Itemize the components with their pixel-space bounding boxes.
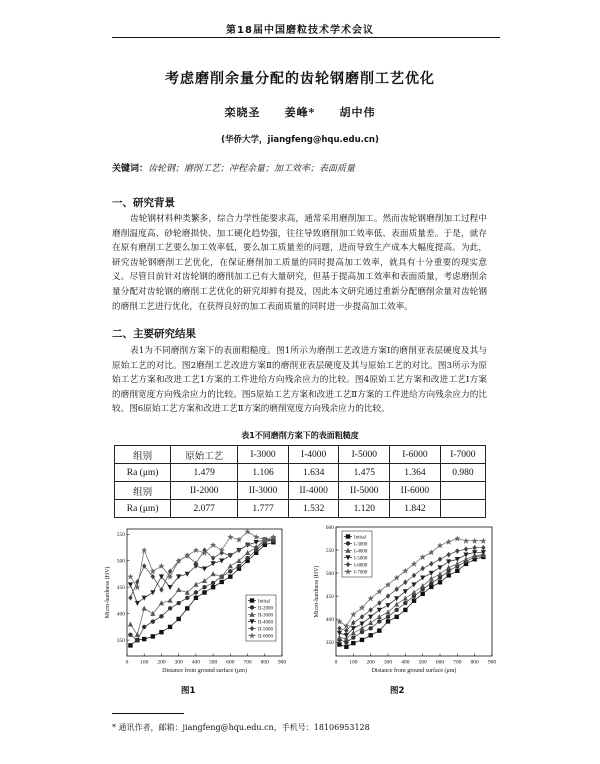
- data-point: [454, 536, 460, 542]
- section-paragraph: 齿轮钢材料种类繁多，综合力学性能要求高，通常采用磨削加工。然而齿轮钢磨削加工过程中磨削温度高、砂轮磨损快、加工硬化趋势强，往往导致磨削加工效率低、表面质量差。于是，就存在原有磨削工艺要么加工效率低，要么加工质量差的问题，进而导致生产成本大幅度提高。为此，研究齿轮钢磨削工艺优化，在保证磨削加工质量的同时提高加工效率，就具有十分重要的现实意义。尽管目前针对齿轮钢的磨削加工已有大量研究，但基于提高加工效率和表面质量，考虑磨削余量分配对齿轮钢的磨削工艺优化的研究却鲜有提及，因此本文研究通过重新分配磨削余量对齿轮钢的磨削工艺进行优化，在获得良好的加工表面质量的同时进一步提高加工效率。: [112, 214, 487, 312]
- data-point: [403, 589, 408, 594]
- table-cell: I-7000: [440, 446, 485, 464]
- data-point: [386, 593, 390, 599]
- data-point: [429, 576, 434, 581]
- data-point: [446, 559, 451, 564]
- data-point: [128, 582, 133, 587]
- table-row-header: 组别: [115, 446, 171, 464]
- data-point: [227, 534, 233, 540]
- data-point: [211, 571, 216, 576]
- data-point: [394, 602, 399, 607]
- data-point: [128, 633, 132, 637]
- data-point: [211, 561, 216, 566]
- x-axis-label: Distance from ground surface (μm): [162, 668, 247, 674]
- data-point: [185, 596, 189, 600]
- x-axis-label: Distance from ground surface (μm): [371, 668, 457, 674]
- data-point: [429, 581, 433, 585]
- data-point: [159, 614, 163, 618]
- data-point: [403, 601, 407, 605]
- y-tick-label: 550: [116, 532, 125, 539]
- data-point: [464, 546, 468, 552]
- table-cell: 1.479: [171, 464, 238, 482]
- x-tick-label: 600: [226, 659, 235, 666]
- table-cell: 原始工艺: [171, 446, 238, 464]
- data-point: [135, 638, 139, 642]
- y-tick-label: 450: [116, 585, 125, 592]
- data-point: [377, 600, 381, 606]
- legend-marker: [250, 605, 254, 609]
- x-tick-label: 300: [174, 659, 183, 666]
- data-point: [135, 601, 140, 606]
- legend-label: II-4000: [258, 620, 273, 626]
- data-point: [128, 595, 132, 601]
- x-tick-label: 900: [277, 659, 287, 666]
- conference-header: 第18届中国磨粒技术学术会议: [226, 25, 374, 36]
- table-cell: II-5000: [339, 482, 390, 500]
- data-point: [176, 587, 181, 592]
- table-row-header: Ra (μm): [115, 464, 171, 482]
- data-point: [394, 596, 399, 601]
- data-point: [245, 550, 250, 555]
- figure-caption: 图2: [390, 686, 405, 696]
- data-point: [403, 608, 407, 612]
- x-tick-label: 400: [401, 659, 410, 666]
- data-point: [135, 632, 140, 637]
- data-point: [142, 625, 146, 629]
- x-tick-label: 600: [435, 659, 445, 666]
- data-point: [351, 641, 355, 645]
- data-point: [429, 561, 433, 567]
- table-cell: 1.106: [238, 464, 289, 482]
- data-point: [412, 599, 416, 603]
- data-point: [176, 617, 180, 621]
- table-cell: [440, 482, 485, 500]
- keywords: [112, 161, 355, 174]
- table-cell: 1.475: [339, 464, 390, 482]
- data-point: [437, 542, 443, 548]
- data-point: [127, 574, 133, 580]
- x-tick-label: 100: [140, 659, 149, 666]
- data-point: [151, 619, 155, 623]
- x-tick-label: 100: [349, 659, 358, 666]
- table-cell: [440, 500, 485, 518]
- data-point: [412, 573, 416, 579]
- data-point: [420, 575, 425, 580]
- table-cell: 1.842: [390, 500, 441, 518]
- series-line: [130, 532, 273, 588]
- data-point: [438, 556, 442, 562]
- legend-label: I-4000: [354, 549, 368, 555]
- table-cell: 1.532: [288, 500, 339, 518]
- keywords-text: 齿轮钢；磨削工艺；冲程余量；加工效率；表面质量: [148, 164, 356, 174]
- data-point: [472, 545, 476, 551]
- data-point: [438, 580, 442, 584]
- section-heading: 二、主要研究结果: [112, 328, 196, 340]
- data-point: [220, 580, 224, 584]
- x-tick-label: 200: [366, 659, 375, 666]
- author-name: 胡中伟: [339, 106, 376, 119]
- table-cell: 1.634: [288, 464, 339, 482]
- legend-label: I-3000: [354, 542, 368, 548]
- data-point: [377, 619, 381, 623]
- data-point: [168, 625, 172, 629]
- data-point: [455, 548, 459, 554]
- data-point: [142, 637, 146, 641]
- data-point: [377, 614, 382, 619]
- x-tick-label: 0: [334, 659, 338, 666]
- table-caption: 表1不同磨削方案下的表面粗糙度: [241, 431, 359, 440]
- data-point: [437, 565, 442, 570]
- table-cell: 1.364: [390, 464, 441, 482]
- data-point: [194, 596, 198, 600]
- x-tick-label: 700: [243, 659, 252, 666]
- data-point: [429, 571, 434, 576]
- footnote: * 通讯作者，邮箱：jiangfeng@hqu.edu.cn，手机号：18106953128: [112, 723, 370, 732]
- table-cell: I-3000: [238, 446, 289, 464]
- data-point: [185, 606, 189, 610]
- table-cell: II-2000: [171, 482, 238, 500]
- y-tick-label: 500: [116, 558, 125, 565]
- legend-marker: [346, 534, 350, 538]
- y-tick-label: 550: [325, 547, 334, 554]
- x-tick-label: 400: [191, 659, 201, 666]
- data-point: [150, 590, 155, 595]
- x-tick-label: 500: [418, 659, 427, 666]
- data-point: [337, 626, 341, 632]
- roughness-table: [114, 445, 486, 518]
- data-point: [377, 628, 381, 632]
- y-axis-label: Micro-hardness (HV): [314, 565, 320, 618]
- table-row: [115, 482, 486, 500]
- table-cell: II-4000: [288, 482, 339, 500]
- data-point: [202, 566, 207, 571]
- table-row-header: Ra (μm): [115, 500, 171, 518]
- legend-marker: [250, 598, 254, 602]
- legend-label: II-2000: [258, 606, 273, 612]
- legend-label: Initial: [258, 599, 270, 605]
- data-point: [150, 568, 156, 574]
- table-cell: II-6000: [390, 482, 441, 500]
- data-point: [368, 626, 372, 630]
- x-tick-label: 0: [125, 659, 129, 666]
- table-row-header: 组别: [115, 482, 171, 500]
- data-point: [194, 590, 198, 594]
- author-name: 栾晓圣: [224, 106, 261, 119]
- footnote-rule: [112, 713, 184, 714]
- legend-label: I-5000: [354, 556, 368, 562]
- header-rule: [112, 37, 500, 38]
- data-series: [128, 537, 275, 601]
- data-point: [245, 556, 249, 560]
- data-point: [159, 630, 163, 634]
- data-point: [142, 596, 147, 601]
- data-point: [403, 596, 408, 601]
- data-point: [128, 643, 132, 647]
- data-point: [403, 579, 407, 585]
- data-point: [455, 569, 459, 573]
- section-heading: 一、研究背景: [112, 197, 175, 209]
- data-point: [360, 614, 364, 620]
- x-tick-label: 700: [453, 659, 462, 666]
- data-point: [228, 563, 233, 568]
- x-tick-label: 800: [470, 659, 479, 666]
- data-point: [142, 606, 147, 611]
- table-cell: I-5000: [339, 446, 390, 464]
- data-point: [386, 619, 390, 623]
- data-point: [368, 615, 373, 620]
- data-point: [193, 547, 199, 553]
- table-cell: 0.980: [440, 464, 485, 482]
- data-point: [420, 583, 425, 588]
- y-tick-label: 450: [325, 593, 334, 600]
- affiliation: (华侨大学，jiangfeng@hqu.edu.cn): [221, 135, 379, 145]
- data-point: [211, 585, 215, 589]
- data-point: [228, 569, 232, 573]
- author-name: 姜峰*: [284, 106, 316, 119]
- table-row: [115, 500, 486, 518]
- data-point: [344, 645, 348, 649]
- table-cell: II-3000: [238, 482, 289, 500]
- data-point: [193, 582, 198, 587]
- data-point: [368, 633, 372, 637]
- keywords-label: 关键词：: [112, 164, 149, 174]
- data-point: [411, 582, 416, 587]
- section-paragraph: 表1为不同磨削方案下的表面粗糙度。图1所示为磨削工艺改进方案Ⅰ的磨削亚表层硬度及其与原始工艺的对比。图2磨削工艺改进方案Ⅱ的磨削亚表层硬度及其与原始工艺的对比。图3所示为原始工艺方案和改进工艺1方案的工件进给方向残余应力的比较。图4原始工艺方案和改进工艺Ⅰ方案的磨削宽度方向残余应力的比较。图5原始工艺方案和改进工艺Ⅱ方案的工件进给方向残余应力的比较。图6原始工艺方案和改进工艺Ⅱ方案的磨削宽度方向残余应力的比较。: [112, 346, 487, 415]
- legend: [342, 531, 372, 577]
- hardness-chart-scheme-2: [96, 521, 288, 681]
- x-tick-label: 300: [383, 659, 393, 666]
- data-point: [228, 574, 232, 578]
- y-tick-label: 400: [325, 616, 334, 623]
- legend-label: Initial: [354, 535, 366, 541]
- x-tick-label: 200: [157, 659, 166, 666]
- y-tick-label: 600: [325, 524, 334, 531]
- data-point: [420, 592, 424, 596]
- data-series: [127, 529, 276, 591]
- legend-label: II-3000: [258, 613, 273, 619]
- data-point: [237, 564, 241, 568]
- table-cell: 1.777: [238, 500, 289, 518]
- paper-title: 考虑磨削余量分配的齿轮钢磨削工艺优化: [165, 71, 435, 87]
- data-point: [211, 555, 215, 561]
- data-point: [176, 601, 180, 605]
- data-point: [368, 620, 373, 625]
- data-point: [377, 608, 382, 613]
- data-point: [437, 571, 442, 576]
- data-point: [446, 565, 451, 570]
- data-point: [168, 606, 172, 610]
- data-point: [167, 585, 172, 590]
- table-cell: I-4000: [288, 446, 339, 464]
- table-row: [115, 464, 486, 482]
- data-point: [385, 603, 390, 608]
- data-point: [202, 590, 206, 594]
- table-row: [115, 446, 486, 464]
- hardness-chart-scheme-1: [302, 521, 498, 681]
- data-point: [446, 539, 452, 545]
- legend-label: I-6000: [354, 563, 368, 569]
- data-point: [386, 615, 390, 619]
- data-point: [481, 545, 485, 551]
- y-tick-label: 350: [325, 639, 334, 646]
- data-point: [463, 552, 468, 557]
- x-tick-label: 900: [487, 659, 497, 666]
- data-point: [368, 607, 372, 613]
- table-cell: 2.077: [171, 500, 238, 518]
- x-tick-label: 500: [208, 659, 218, 666]
- data-point: [151, 634, 155, 638]
- data-point: [351, 635, 355, 639]
- y-tick-label: 400: [116, 611, 125, 618]
- data-point: [411, 590, 416, 595]
- legend: [246, 595, 276, 641]
- y-axis-label: Micro-hardness (HV): [105, 566, 111, 619]
- data-point: [128, 621, 133, 626]
- data-point: [202, 578, 207, 583]
- data-point: [211, 581, 215, 585]
- data-point: [360, 638, 364, 642]
- data-point: [359, 622, 364, 627]
- data-point: [394, 608, 398, 612]
- data-point: [420, 566, 424, 572]
- table-cell: 1.120: [339, 500, 390, 518]
- data-point: [141, 547, 147, 553]
- data-point: [446, 552, 450, 558]
- legend-marker: [346, 541, 350, 545]
- author-list: [0, 104, 600, 120]
- table-cell: I-6000: [390, 446, 441, 464]
- data-point: [337, 642, 341, 646]
- data-point: [202, 585, 206, 589]
- data-point: [446, 573, 450, 577]
- legend-label: I-7000: [354, 570, 368, 576]
- data-point: [253, 534, 259, 540]
- data-point: [394, 615, 398, 619]
- figure-caption: 图1: [181, 686, 196, 696]
- legend-label: II-5000: [258, 627, 273, 633]
- data-point: [394, 586, 398, 592]
- legend-label: II-6000: [258, 634, 273, 640]
- x-tick-label: 800: [260, 659, 269, 666]
- y-tick-label: 500: [325, 570, 334, 577]
- y-tick-label: 350: [116, 637, 125, 644]
